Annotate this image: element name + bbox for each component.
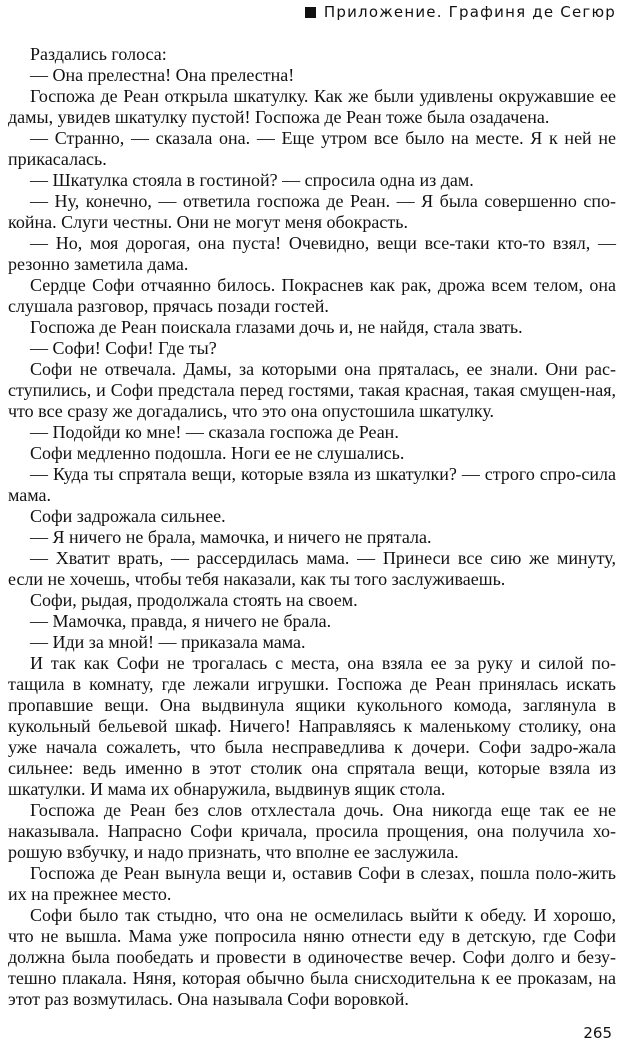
- paragraph: Софи медленно подошла. Ноги ее не слушались.: [30, 443, 405, 463]
- paragraph: — Хватит врать, — рассердилась мама. — Принеси все сию же минуту, если не хочешь, чтобы тебя наказали, как ты того заслуживаешь.: [8, 548, 616, 589]
- header-square-marker: [305, 7, 316, 18]
- paragraph: — Мамочка, правда, я ничего не брала.: [30, 611, 332, 631]
- paragraph: — Иди за мной! — приказала мама.: [30, 632, 306, 652]
- running-title: Приложение. Графиня де Сегюр: [323, 3, 616, 21]
- paragraph: Софи, рыдая, продолжала стоять на своем.: [30, 590, 358, 610]
- paragraph: — Подойди ко мне! — сказала госпожа де Реан.: [30, 422, 399, 442]
- paragraph: — Странно, — сказала она. — Еще утром все было на месте. Я к ней не прикасалась.: [8, 128, 616, 169]
- paragraph: — Куда ты спрятала вещи, которые взяла из шкатулки? — строго спро-сила мама.: [8, 464, 616, 505]
- paragraph: Раздались голоса:: [30, 44, 167, 64]
- paragraph: — Шкатулка стояла в гостиной? — спросила одна из дам.: [30, 170, 474, 190]
- paragraph: Госпожа де Реан без слов отхлестала дочь. Она никогда еще так ее не наказывала. Напрасно Софи кричала, просила прощения, она получила хо-рошую взбучку, и надо признать, что вполне ее заслужила.: [8, 800, 616, 862]
- paragraph: Сердце Софи отчаянно билось. Покраснев как рак, дрожа всем телом, она слушала разговор, прячась позади гостей.: [8, 275, 616, 316]
- running-header: [305, 2, 616, 22]
- paragraph: И так как Софи не трогалась с места, она взяла ее за руку и силой по-тащила в комнату, где лежали игрушки. Госпожа де Реан принялась искать пропавшие вещи. Она выдвинула ящики кукольного комода, заглянула в кукольный бельевой шкаф. Ничего! Направляясь к маленькому столику, она уже начала сожалеть, что была несправедлива к дочери. Софи задро-жала сильнее: ведь именно в этот столик она спрятала вещи, которые взяла из шкатулки. И мама их обнаружила, выдвинув ящик стола.: [8, 653, 616, 799]
- paragraph: Софи задрожала сильнее.: [30, 506, 226, 526]
- paragraph: Софи не отвечала. Дамы, за которыми она пряталась, ее знали. Они рас-ступились, и Софи предстала перед гостями, такая красная, такая смущен-ная, что все сразу же догадались, что это она опустошила шкатулку.: [8, 359, 616, 421]
- page-number: 265: [583, 1024, 612, 1042]
- page-body-text: [8, 44, 616, 1010]
- paragraph: Госпожа де Реан поискала глазами дочь и, не найдя, стала звать.: [30, 317, 523, 337]
- paragraph: — Ну, конечно, — ответила госпожа де Реан. — Я была совершенно спо-койна. Слуги честны. Они не могут меня обокрасть.: [8, 191, 616, 232]
- paragraph: — Но, моя дорогая, она пуста! Очевидно, вещи все-таки кто-то взял, — резонно заметила дама.: [8, 233, 616, 274]
- paragraph: Госпожа де Реан открыла шкатулку. Как же были удивлены окружавшие ее дамы, увидев шкатулку пустой! Госпожа де Реан тоже была озадачена.: [8, 86, 616, 127]
- paragraph: — Я ничего не брала, мамочка, и ничего не прятала.: [30, 527, 432, 547]
- paragraph: — Софи! Софи! Где ты?: [30, 338, 217, 358]
- paragraph: Софи было так стыдно, что она не осмелилась выйти к обеду. И хорошо, что не вышла. Мама уже попросила няню отнести еду в детскую, где Софи должна была пообедать и провести в одиночестве вечер. Софи долго и безу-тешно плакала. Няня, которая обычно была снисходительна к ее проказам, на этот раз возмутилась. Она называла Софи воровкой.: [8, 905, 616, 1009]
- paragraph: Госпожа де Реан вынула вещи и, оставив Софи в слезах, пошла поло-жить их на прежнее место.: [8, 863, 616, 904]
- paragraph: — Она прелестна! Она прелестна!: [30, 65, 295, 85]
